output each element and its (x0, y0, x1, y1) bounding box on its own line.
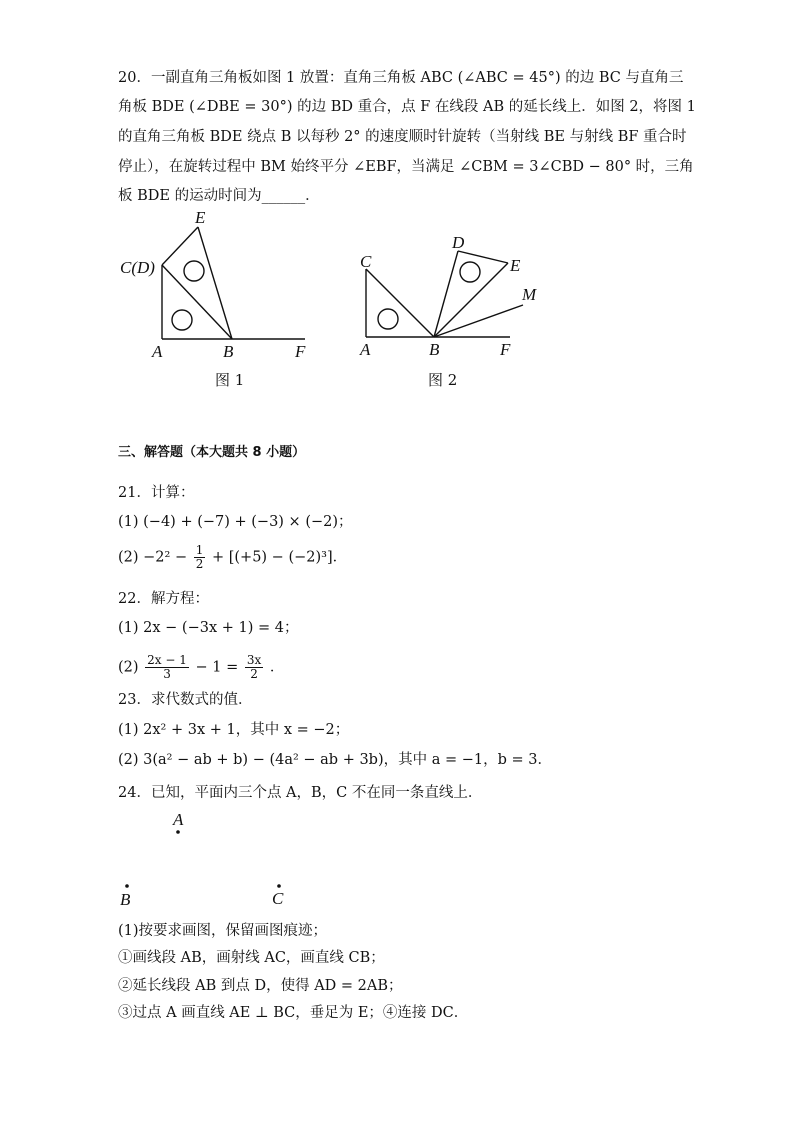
q22-frac2-num: 3x (246, 653, 262, 667)
fig1-label-f: F (295, 342, 306, 361)
q22-part-2 (118, 654, 284, 681)
q24-label-b: B (120, 890, 131, 909)
fig1-label-c: C(D) (120, 258, 155, 277)
q24-points-figure (110, 805, 310, 915)
q24-label-a: A (173, 810, 184, 829)
fig1-caption: 图 1 (215, 371, 245, 389)
fig2-line-cb (366, 269, 434, 337)
q24-req-3: ②延长线段 AB 到点 D，使得 AD = 2AB； (118, 978, 403, 994)
q24-point-c (277, 884, 281, 888)
fig2-label-b: B (429, 340, 440, 359)
q24-req-4: ③过点 A 画直线 AE ⊥ BC，垂足为 E；④连接 DC． (118, 1005, 469, 1021)
q20-line-2: 角板 BDE (∠DBE = 30°) 的边 BD 重合，点 F 在线段 AB 的延长线上．如图 2，将图 1 (118, 99, 696, 115)
q21-part-1: (1) (−4) + (−7) + (−3) × (−2)； (118, 514, 353, 530)
q22-part-2-mid: − 1 = (195, 659, 239, 676)
fig2-circle-abc (378, 309, 398, 329)
q22-title: 22．解方程： (118, 591, 209, 607)
fig2-label-d: D (452, 233, 465, 252)
fig2-label-f: F (500, 340, 511, 359)
q20-line-1: 20．一副直角三角板如图 1 放置：直角三角板 ABC (∠ABC = 45°) 的边 BC 与直角三 (118, 70, 684, 86)
fig2-label-e: E (510, 256, 521, 275)
q23-part-1: (1) 2x² + 3x + 1，其中 x = −2； (118, 722, 350, 738)
section-3-title: 三、解答题（本大题共 8 小题） (118, 445, 306, 460)
q21-fraction (194, 544, 206, 571)
fig2-caption: 图 2 (428, 371, 458, 389)
fig2-label-c: C (360, 252, 372, 271)
fig2-circle-bde (460, 262, 480, 282)
q24-req-2: ①画线段 AB，画射线 AC，画直线 CB； (118, 950, 385, 966)
q23-part-2: (2) 3(a² − ab + b) − (4a² − ab + 3b)，其中 a = −1，b = 3． (118, 752, 552, 768)
q22-part-1: (1) 2x − (−3x + 1) = 4； (118, 620, 299, 636)
fig2-label-m: M (522, 285, 537, 304)
q24-point-a (176, 830, 180, 834)
q21-part-2-post: + [(+5) − (−2)³]． (211, 549, 348, 566)
q21-frac-den: 2 (195, 557, 204, 571)
q22-fraction-2 (245, 654, 263, 681)
figure-1 (110, 205, 330, 395)
q24-label-c: C (272, 889, 284, 908)
fig1-label-a: A (152, 342, 163, 361)
figure-2 (350, 225, 550, 395)
q21-frac-num: 1 (195, 543, 204, 557)
q21-title: 21．计算： (118, 485, 195, 501)
q22-frac1-num: 2x − 1 (147, 653, 187, 667)
q24-point-b (125, 884, 129, 888)
fig1-label-e: E (195, 208, 206, 227)
q20-line-4: 停止），在旋转过程中 BM 始终平分 ∠EBF，当满足 ∠CBM = 3∠CBD − 80° 时，三角 (118, 159, 694, 175)
q21-part-2-pre: (2) −2² − (118, 549, 188, 566)
q22-frac2-den: 2 (250, 667, 258, 681)
fig1-line-ce (162, 227, 198, 265)
fig2-ray-bm (434, 305, 523, 337)
fig1-circle-lower (172, 310, 192, 330)
q22-part-2-pre: (2) (118, 659, 139, 676)
fig1-circle-upper (184, 261, 204, 281)
fig1-line-eb (198, 227, 232, 339)
q20-line-3: 的直角三角板 BDE 绕点 B 以每秒 2° 的速度顺时针旋转（当射线 BE 与射线 BF 重合时 (118, 129, 687, 145)
q22-part-2-post: ． (269, 659, 285, 676)
q21-part-2 (118, 544, 347, 571)
q22-frac1-den: 3 (163, 667, 171, 681)
q24-title: 24．已知，平面内三个点 A，B，C 不在同一条直线上． (118, 785, 483, 801)
q20-line-5: 板 BDE 的运动时间为______． (118, 188, 320, 204)
fig2-line-de (458, 251, 508, 263)
q24-req-1: (1)按要求画图，保留画图痕迹； (118, 923, 328, 939)
fig2-line-eb (434, 263, 508, 337)
fig1-line-cb (162, 265, 232, 339)
q22-fraction-1 (145, 654, 189, 681)
fig2-label-a: A (360, 340, 371, 359)
q23-title: 23．求代数式的值． (118, 692, 253, 708)
fig1-label-b: B (223, 342, 234, 361)
